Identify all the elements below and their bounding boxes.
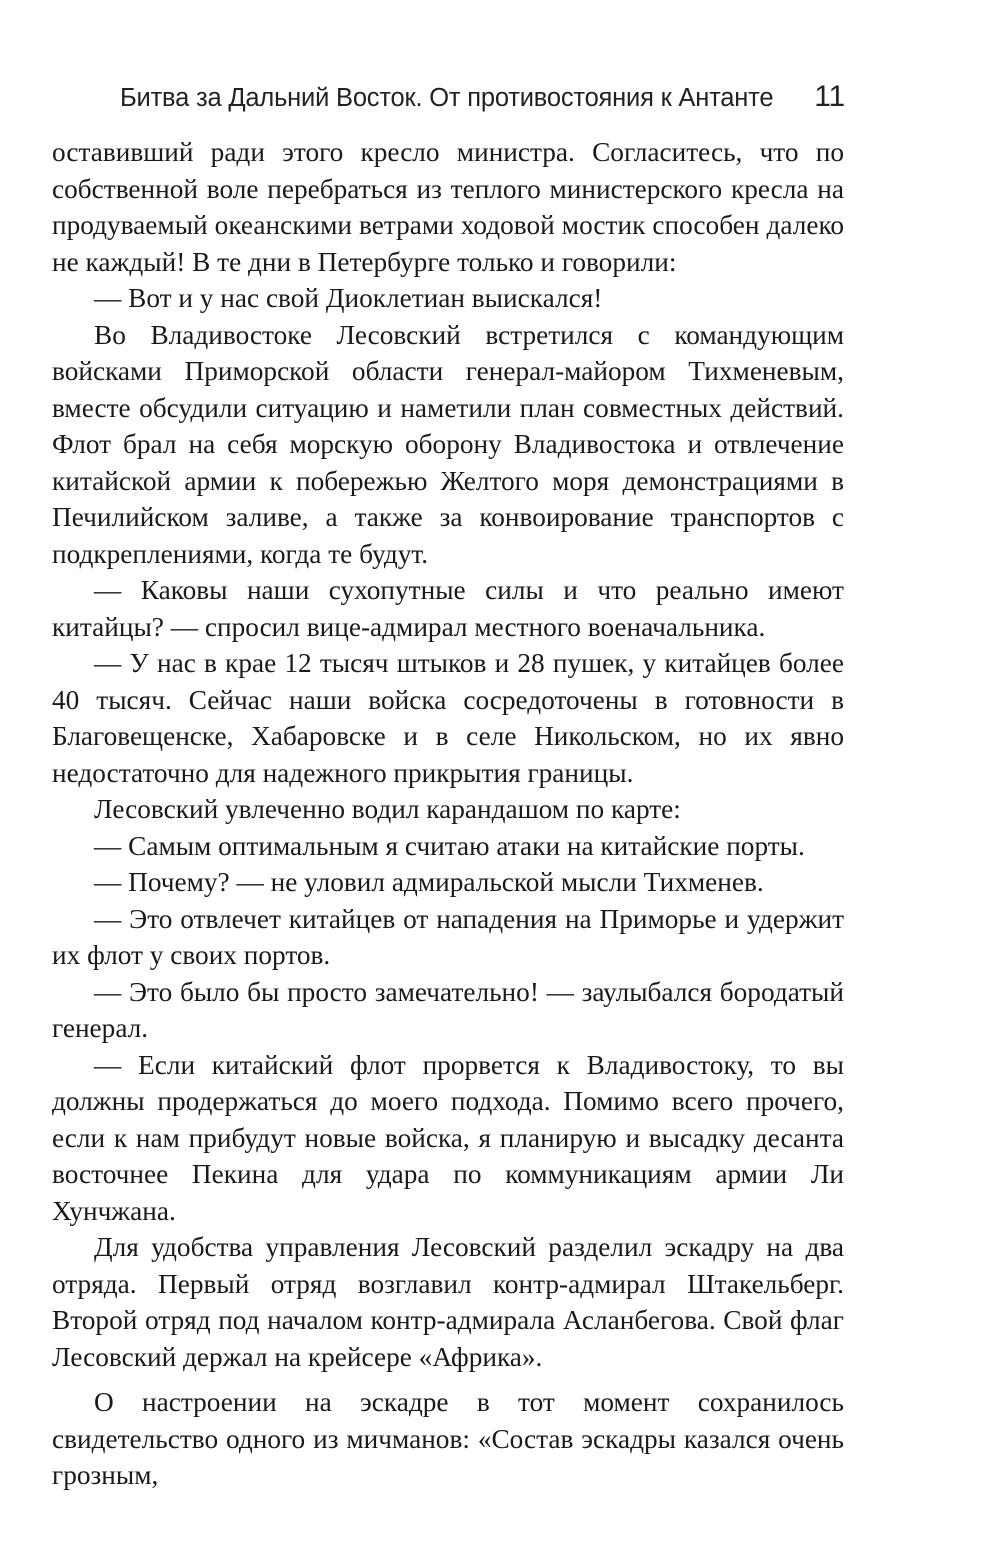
running-head bbox=[120, 78, 845, 118]
paragraph: Для удобства управления Лесовский разделил эскадру на два отряда. Первый отряд возглавил контр-адмирал Штакельберг. Второй отряд под началом контр-адмирала Асланбегова. Свой флаг Лесовский держал на крейсере «Африка». bbox=[52, 1232, 844, 1372]
paragraph: — Это отвлечет китайцев от нападения на Приморье и удержит их флот у своих портов. bbox=[52, 903, 844, 970]
paragraph: оставивший ради этого кресло министра. Согласитесь, что по собственной воле перебраться из теплого министерского кресла на продуваемый океанскими ветрами ходовой мостик способен далеко не каждый! В те дни в Петербурге только и говорили: bbox=[52, 137, 844, 277]
body-text bbox=[52, 134, 844, 1494]
paragraph: — Это было бы просто замечательно! — заулыбался бородатый генерал. bbox=[52, 976, 844, 1043]
paragraph: — Самым оптимальным я считаю атаки на китайские порты. bbox=[94, 830, 805, 861]
running-title: Битва за Дальний Восток. От противостояния к Антанте bbox=[120, 84, 774, 112]
paragraph: — Каковы наши сухопутные силы и что реально имеют китайцы? — спросил вице-адмирал местного военачальника. bbox=[52, 575, 844, 642]
paragraph: Лесовский увлеченно водил карандашом по карте: bbox=[94, 794, 681, 824]
paragraph: — У нас в крае 12 тысяч штыков и 28 пушек, у китайцев более 40 тысяч. Сейчас наши войска сосредоточены в готовности в Благовещенске, Хабаровске и в селе Никольском, но их явно недостаточно для надежного прикрытия границы. bbox=[52, 648, 844, 788]
paragraph: — Вот и у нас свой Диоклетиан выискался! bbox=[94, 283, 603, 313]
paragraph: — Если китайский флот прорвется к Владивостоку, то вы должны продержаться до моего подхода. Помимо всего прочего, если к нам прибудут новые войска, я планирую и высадку десанта восточнее Пекина для удара по коммуникациям армии Ли Хунчжана. bbox=[52, 1049, 844, 1226]
paragraph: О настроении на эскадре в тот момент сохранилось свидетельство одного из мичманов: «Состав эскадры казался очень грозным, bbox=[52, 1387, 844, 1490]
page-number: 11 bbox=[814, 80, 845, 113]
paragraph: — Почему? — не уловил адмиральской мысли Тихменев. bbox=[94, 867, 764, 897]
paragraph: Во Владивостоке Лесовский встретился с командующим войсками Приморской области генерал-майором Тихменевым, вместе обсудили ситуацию и наметили план совместных действий. Флот брал на себя морскую оборону Владивостока и отвлечение китайской армии к побережью Желтого моря демонстрациями в Печилийском заливе, а также за конвоирование транспортов с подкреплениями, когда те будут. bbox=[52, 319, 844, 569]
